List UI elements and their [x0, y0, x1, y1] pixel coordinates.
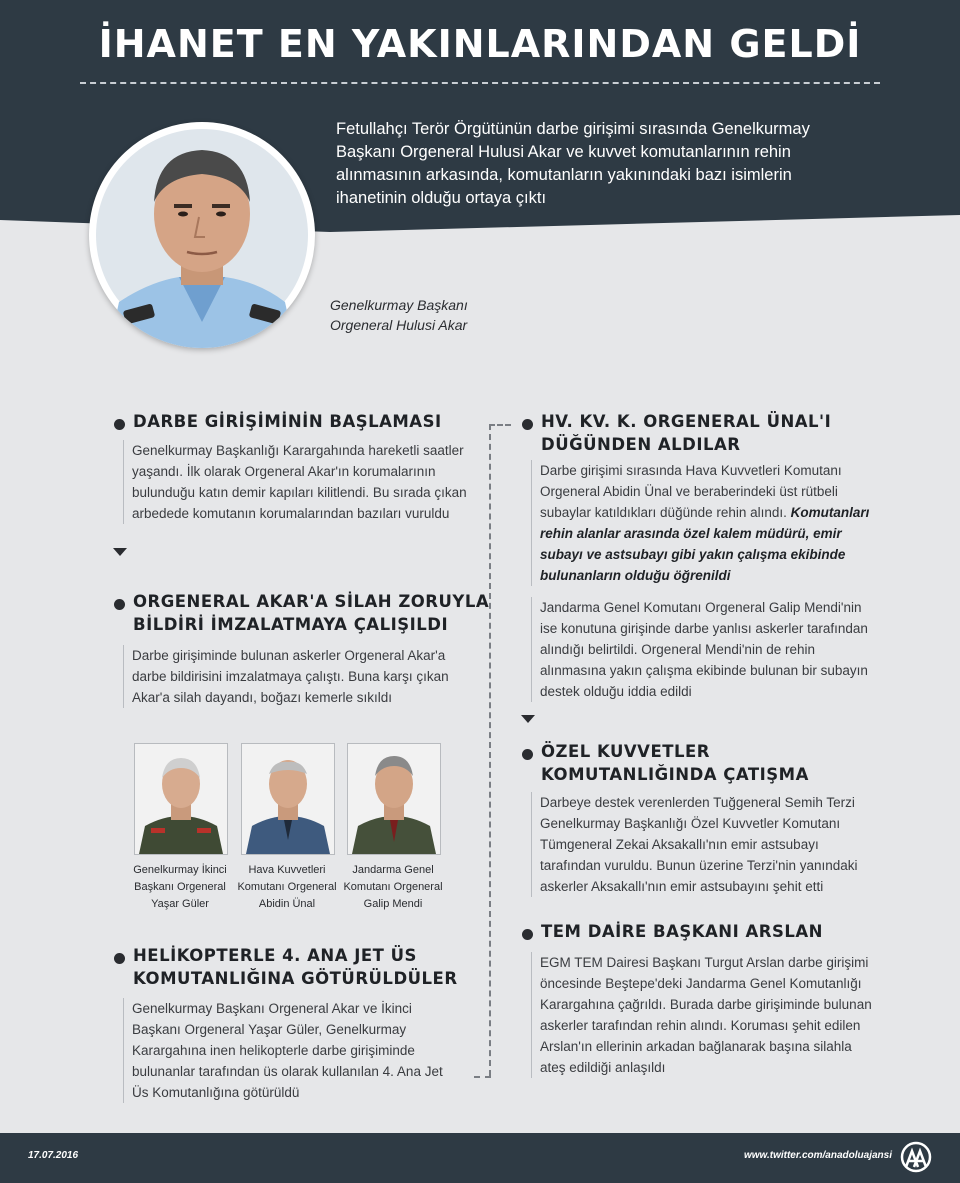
anadolu-agency-logo-icon — [900, 1141, 932, 1178]
footer-twitter-link[interactable]: www.twitter.com/anadoluajansi — [744, 1150, 892, 1161]
caption-line: Hava Kuvvetleri — [248, 864, 326, 876]
section-body-tem-daire: EGM TEM Dairesi Başkanı Turgut Arslan darbe girişimi öncesinde Beştepe'deki Jandarma Genel Komutanlığı Karargahına çağrıldı. Burada darbe girişiminde bulunan askerler tarafından rehin alındı. Koruması şehit edilen Arslan'ın ellerinin arkadan bağlanarak başına silahla ateş edildiği anlaşıldı — [531, 952, 880, 1078]
uniform-shape — [139, 816, 223, 854]
section-title-orgeneral-unal — [541, 410, 831, 456]
section-title-line: BİLDİRİ İMZALATMAYA ÇALIŞILDI — [133, 615, 449, 634]
down-arrow-icon — [113, 548, 127, 556]
section-title-line: DARBE GİRİŞİMİNİN BAŞLAMASI — [133, 412, 442, 431]
timeline-connector — [489, 424, 501, 1076]
intro-text: Fetullahçı Terör Örgütünün darbe girişimi sırasında Genelkurmay Başkanı Orgeneral Hulusi Akar ve kuvvet komutanlarının rehin alınmasının arkasında, komutanların yakınındaki bazı isimlerin ihanetinin olduğu ortaya çıktı — [336, 120, 810, 207]
down-arrow-icon — [521, 715, 535, 723]
section-body-text: Darbe girişimi sırasında Hava Kuvvetleri Komutanı Orgeneral Abidin Ünal ve beraberindeki üst rütbeli subaylar katıldıkları düğünde rehin alındı. — [540, 463, 842, 520]
caption-line: Galip Mendi — [363, 898, 423, 910]
timeline-connector-bottom — [474, 1076, 491, 1078]
footer-bar — [0, 1133, 960, 1183]
photo-yasar-guler — [134, 743, 228, 855]
caption-line: Yaşar Güler — [151, 898, 209, 910]
section-title-ozel-kuvvetler — [541, 740, 809, 786]
photo-galip-mendi — [347, 743, 441, 855]
section-body-silah-zoruyla: Darbe girişiminde bulunan askerler Orgeneral Akar'a darbe bildirisini imzalatmaya çalıştı. Buna karşı çıkan Akar'a silah dayandı, boğazı kemerle sıkıldı — [123, 645, 462, 708]
caption-line: Başkanı Orgeneral — [134, 881, 226, 893]
caption-line: Komutanı Orgeneral — [343, 881, 443, 893]
section-title-helikopter — [133, 944, 458, 990]
section-title-tem-daire — [541, 920, 823, 943]
title-divider — [80, 82, 880, 84]
section-title-line: DÜĞÜNDEN ALDILAR — [541, 435, 741, 454]
caption-galip-mendi — [338, 862, 448, 913]
portrait-caption-line-1: Genelkurmay Başkanı — [330, 297, 468, 313]
portrait-caption — [330, 295, 530, 335]
page-title: İHANET EN YAKINLARINDAN GELDİ — [98, 22, 862, 66]
section-bullet-icon — [522, 749, 533, 760]
timeline-connector-top — [489, 424, 511, 426]
section-title-line: HV. KV. K. ORGENERAL ÜNAL'I — [541, 412, 832, 431]
caption-abidin-unal — [232, 862, 342, 913]
caption-line: Genelkurmay İkinci — [133, 864, 227, 876]
caption-line: Komutanı Orgeneral — [237, 881, 337, 893]
photo-abidin-unal — [241, 743, 335, 855]
section-bullet-icon — [114, 953, 125, 964]
section-body-helikopter: Genelkurmay Başkanı Orgeneral Akar ve İkinci Başkanı Orgeneral Yaşar Güler, Genelkurmay Karargahına inen helikopterle darbe girişiminde bulunanlar tarafından üs olarak kullanılan 4. Ana Jet Üs Komutanlığına götürüldü — [123, 998, 462, 1103]
section-bullet-icon — [522, 929, 533, 940]
section-title-line: ÖZEL KUVVETLER — [541, 742, 710, 761]
section-body-ozel-kuvvetler: Darbeye destek verenlerden Tuğgeneral Semih Terzi Genelkurmay Başkanlığı Özel Kuvvetler Komutanı Tümgeneral Zekai Aksakallı'nın emir astsubayı tarafından vuruldu. Bunun üzerine Terzi'nin yanındaki askerler Aksakallı'nın emir astsubayını şehit etti — [531, 792, 870, 897]
section-body-emphasis: Komutanları rehin alanlar arasında özel kalem müdürü, emir subayı ve astsubayı gibi yakın çalışma ekibinde bulunanların olduğu öğrenildi — [540, 505, 870, 583]
section-title-line: TEM DAİRE BAŞKANI ARSLAN — [541, 922, 823, 941]
caption-yasar-guler — [125, 862, 235, 913]
caption-line: Jandarma Genel — [352, 864, 434, 876]
portrait-hulusi-akar — [89, 122, 315, 348]
section-title-silah-zoruyla — [133, 590, 489, 636]
section-title-line: KOMUTANLIĞINA GÖTÜRÜLDÜLER — [133, 969, 458, 988]
section-body-darbe-girisimi: Genelkurmay Başkanlığı Karargahında hareketli saatler yaşandı. İlk olarak Orgeneral Akar'ın korumalarının bulunduğu katın demir kapıları kilitlendi. Bu sırada çıkan arbedede komutanın korumalarından bazıları vuruldu — [123, 440, 472, 524]
section-title-line: ORGENERAL AKAR'A SİLAH ZORUYLA — [133, 592, 490, 611]
portrait-caption-line-2: Orgeneral Hulusi Akar — [330, 317, 468, 333]
section-title-line: HELİKOPTERLE 4. ANA JET ÜS — [133, 946, 417, 965]
section-title-darbe-girisimi — [133, 410, 442, 433]
section-bullet-icon — [522, 419, 533, 430]
section-title-line: KOMUTANLIĞINDA ÇATIŞMA — [541, 765, 809, 784]
footer-date: 17.07.2016 — [28, 1150, 79, 1161]
section-bullet-icon — [114, 419, 125, 430]
section-bullet-icon — [114, 599, 125, 610]
caption-line: Abidin Ünal — [258, 898, 316, 910]
section-body-orgeneral-unal — [531, 460, 880, 586]
section-body-galip-mendi: Jandarma Genel Komutanı Orgeneral Galip Mendi'nin ise konutuna girişinde darbe yanlısı askerler tarafından alındığı belirtildi. Orgeneral Mendi'nin de rehin alınmasına yakın çalışma ekibinde bulunan bir subayın destek olduğu iddia edildi — [531, 597, 880, 702]
